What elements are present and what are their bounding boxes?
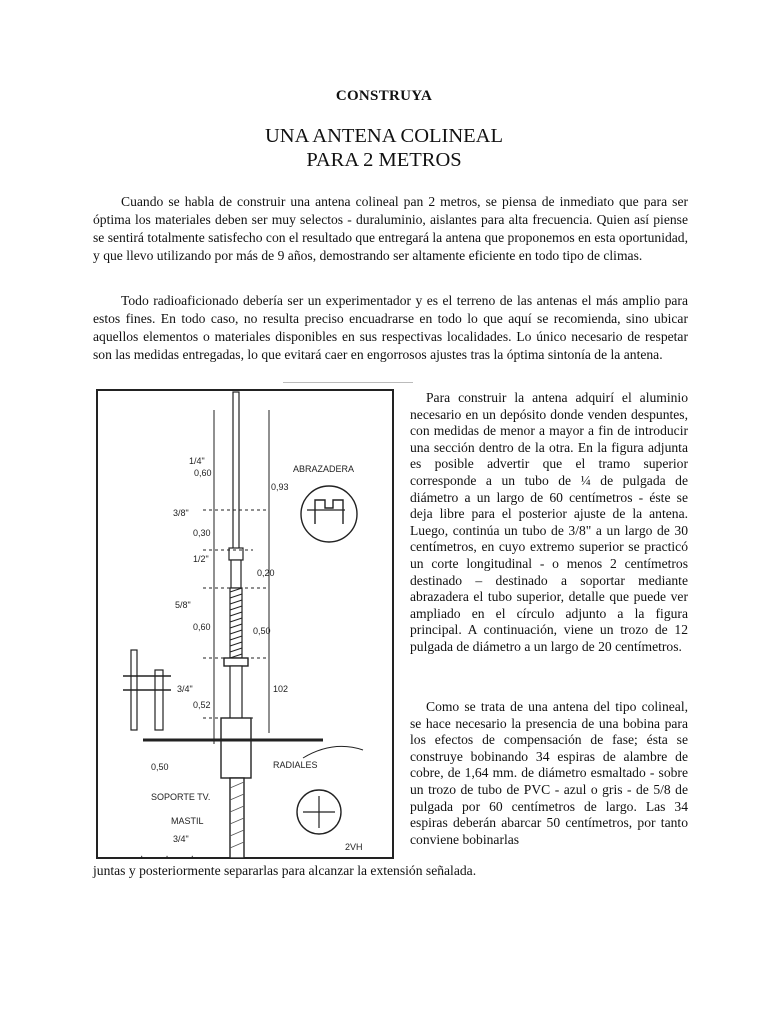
clamp-detail-circle [301,486,357,542]
label-radiales: RADIALES [273,760,318,770]
second-paragraph-text: Todo radioaficionado debería ser un experimentador y es el terreno de las antenas el más amplio para estos fines. En todo caso, no resulta preciso encuadrarse en todo lo que aquí se recomienda, sino ubicar aquellos elementos o materiales disponibles en sus respectivas localidades. Lo único necesario de respetar son las medidas entregadas, lo que evitará caer en engorrosos ajustes tras la óptima sintonía de la antena. [93,293,688,362]
title-line-1: UNA ANTENA COLINEAL [264,125,503,147]
label-m020: 0,20 [257,568,275,578]
label-m102: 102 [273,684,289,694]
antenna-diagram [93,388,399,862]
label-soporte: SOPORTE TV. [151,792,211,802]
label-d38: 3/8" [173,508,189,518]
mast-tube [230,778,244,858]
label-d12: 1/2" [193,554,209,564]
label-mastil: MASTIL [171,816,204,826]
clamp-lower [224,658,248,666]
tube-half-inch [231,560,241,588]
label-d34a: 3/4" [177,684,193,694]
divider [283,382,413,383]
antenna-diagram-svg [93,388,399,862]
intro-paragraph-text: Cuando se habla de construir una antena colineal pan 2 metros, se piensa de inmediato que para ser óptima los materiales deben ser muy selectos - duraluminio, aislantes para alta frecuencia. Quien así piense se sentirá totalmente satisfecho con el resultado que entregará la antena que proponemos en esta oportunidad, y que llevo utilizando por más de 9 años, demostrando ser altamente eficiente en todo tipo de climas. [93,194,688,263]
column-paragraph-1 [410,390,688,656]
column-paragraph-2-text: Como se trata de una antena del tipo colineal, se hace necesario la presencia de una bobina para los efectos de compensación de fase; ésta se construye bobinando 34 espiras de alambre de cobre, de 1,64 mm. de diámetro esmaltado - sobre un trozo de tubo de PVC - azul o gris - de 5/8 de pulgada por 60 centímetros de largo. Las 34 espiras deberán abarcar 50 centímetros, por tanto conviene bobinarlas [410,699,688,847]
column-paragraph-2-end: juntas y posteriormente separarlas para alcanzar la extensión señalada. [93,863,477,878]
column-paragraph-2 [410,699,688,848]
scan-dots: ··· [140,852,216,863]
side-bracket-b [155,670,163,730]
label-m060a: 0,60 [194,468,212,478]
coil-pvc [230,588,242,658]
diagram-frame [97,390,393,858]
base-block [221,718,251,778]
page-title [0,124,768,172]
label-d34b: 3/4" [173,834,189,844]
radial-pointer [303,746,363,758]
label-d14: 1/4" [189,456,205,466]
intro-paragraph [93,193,688,265]
label-d58: 5/8" [175,600,191,610]
label-abrazadera: ABRAZADERA [293,464,355,474]
title-line-2: PARA 2 METROS [306,149,462,171]
label-author: 2VH [345,842,363,852]
label-m093: 0,93 [271,482,289,492]
column-paragraph-1-text: Para construir la antena adquirí el aluminio necesario en un depósito donde venden despuntes, con medidas de menor a mayor a fin de introducir una sección dentro de la otra. En la figura adjunta es posible advertir que el tramo superior corresponde a un tubo de ¼ de pulgada de diámetro a un largo de 60 centímetros - éste se deja libre para el posterior ajuste de la antena. Luego, continúa un tubo de 3/8" a un largo de 30 centímetros, en cuyo extremo superior se practicó un corte longitudinal - o menos 2 centímetros destinado – destinado a soportar mediante abrazadera el tubo superior, detalle que puede ver ampliado en el círculo adjunto a la figura principal. A continuación, viene un trozo de 12 pulgada de diámetro a un largo de 20 centímetros. [410,390,688,654]
tube-quarter-inch [233,392,239,552]
kicker-heading: CONSTRUYA [335,88,433,104]
second-paragraph [93,292,688,364]
label-m060b: 0,60 [193,622,211,632]
label-m050a: 0,50 [151,762,169,772]
label-m030: 0,30 [193,528,211,538]
label-m052: 0,52 [193,700,211,710]
label-m050b: 0,50 [253,626,271,636]
